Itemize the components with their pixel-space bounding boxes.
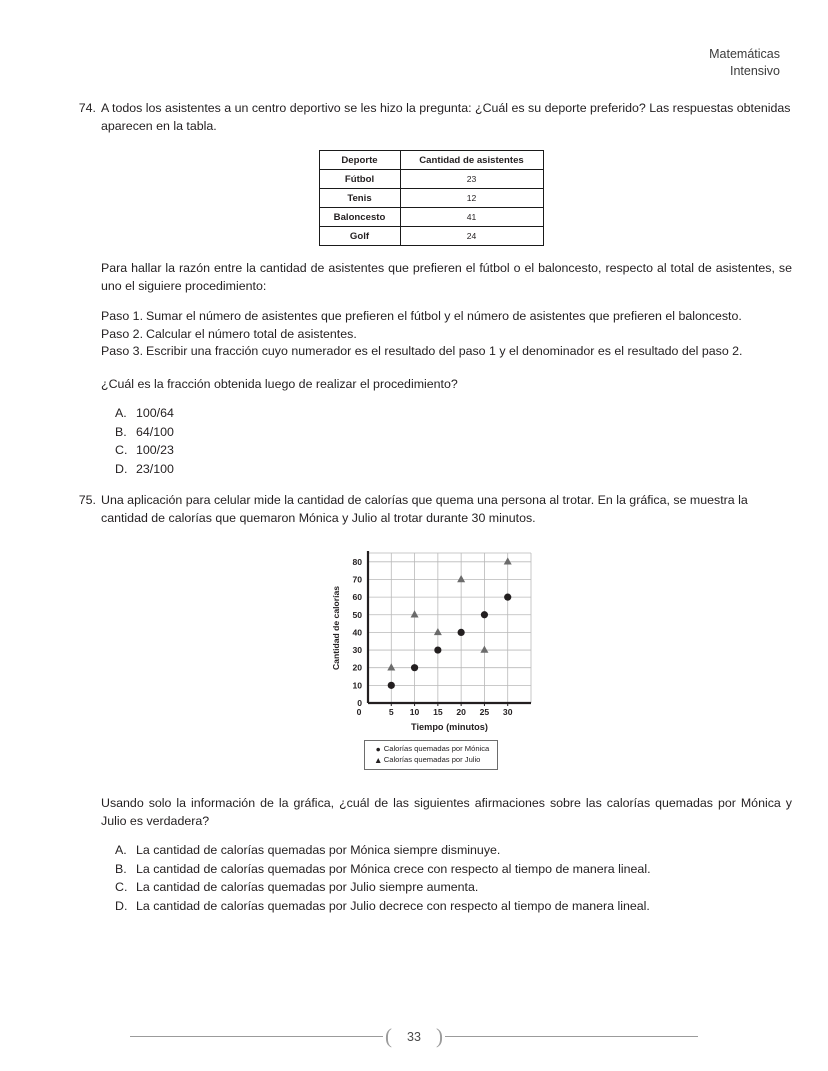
- table-cell-sport: Baloncesto: [319, 208, 400, 227]
- question-74-steps: [101, 308, 792, 361]
- x-axis-tick-label: 30: [502, 707, 513, 717]
- triangle-marker-icon: ▲: [374, 754, 383, 765]
- page-header: [709, 46, 780, 80]
- question-74-options: [115, 404, 792, 478]
- option-c-text: 100/23: [136, 443, 174, 457]
- table-cell-sport: Fútbol: [319, 170, 400, 189]
- legend-label-julio: Calorías quemadas por Julio: [383, 754, 481, 764]
- option-d-letter: D.: [115, 898, 128, 913]
- x-axis-tick-label: 25: [479, 707, 490, 717]
- data-point-triangle: [480, 646, 488, 653]
- y-axis-tick-label: 10: [352, 680, 362, 691]
- data-point-circle: [388, 682, 395, 689]
- option-b[interactable]: [115, 423, 792, 442]
- option-b-text: 64/100: [136, 424, 174, 439]
- step-3-text: Escribir una fracción cuyo numerador es el resultado del paso 1 y el denominador es el resultado del paso 2.: [146, 344, 743, 358]
- y-axis-tick-label: 30: [352, 645, 362, 656]
- option-d-text: 23/100: [136, 461, 174, 476]
- step-2-label: Paso 2.: [101, 326, 144, 341]
- data-point-triangle: [411, 610, 419, 617]
- option-b-text: La cantidad de calorías quemadas por Mónica crece con respecto al tiempo de manera lineal.: [136, 861, 651, 876]
- option-c-letter: C.: [115, 443, 128, 457]
- option-a[interactable]: [115, 841, 792, 860]
- step-2: [101, 326, 792, 344]
- question-75: [70, 492, 792, 915]
- table-cell-count: 23: [400, 170, 543, 189]
- legend-label-monica: Calorías quemadas por Mónica: [383, 744, 490, 753]
- y-axis-tick-label: 40: [352, 627, 362, 638]
- option-b-letter: B.: [115, 424, 127, 439]
- x-axis-tick-label: 20: [456, 707, 466, 717]
- page-number: 33: [407, 1029, 421, 1044]
- table-row: [319, 189, 543, 208]
- footer-bracket-left: (: [385, 1024, 392, 1048]
- option-d-letter: D.: [115, 461, 128, 476]
- question-74-stem: A todos los asistentes a un centro deportivo se les hizo la pregunta: ¿Cuál es su deporte preferido? Las respuestas obtenidas aparecen en la tabla.: [101, 101, 791, 133]
- data-point-triangle: [504, 557, 512, 564]
- question-74-intro: Para hallar la razón entre la cantidad de asistentes que prefieren el fútbol o el baloncesto, respecto al total de asistentes, se uno el siguiere procedimiento:: [101, 261, 792, 293]
- x-axis-tick-label: 10: [409, 707, 420, 717]
- chart-legend: [364, 740, 499, 770]
- option-a-text: 100/64: [136, 406, 174, 420]
- legend-item-julio: [373, 755, 490, 766]
- step-1-text: Sumar el número de asistentes que prefieren el fútbol y el número de asistentes que prefieren el baloncesto.: [146, 309, 742, 323]
- table-cell-count: 24: [400, 227, 543, 246]
- data-point-circle: [411, 664, 418, 671]
- y-axis-tick-label: 50: [352, 609, 362, 620]
- footer-rule-left: [130, 1036, 383, 1037]
- data-point-circle: [434, 646, 441, 653]
- sports-table-container: [70, 150, 792, 246]
- calories-scatter-chart: [326, 543, 536, 733]
- circle-marker-icon: ●: [375, 744, 381, 754]
- option-d-text: La cantidad de calorías quemadas por Julio decrece con respecto al tiempo de manera lineal.: [136, 898, 650, 913]
- data-point-triangle: [457, 575, 465, 582]
- question-75-stem: Una aplicación para celular mide la cantidad de calorías que quema una persona al trotar. En la gráfica, se muestra la cantidad de calorías que quemaron Mónica y Julio al trotar durante 30 minutos.: [101, 493, 748, 525]
- x-axis-tick-label: 5: [388, 707, 394, 717]
- header-subject: Matemáticas: [709, 47, 780, 61]
- table-row: [319, 170, 543, 189]
- data-point-circle: [504, 594, 511, 601]
- chart-svg: [326, 543, 536, 733]
- data-point-triangle: [434, 628, 442, 635]
- option-d[interactable]: [115, 897, 792, 916]
- y-axis-tick-label: 20: [352, 662, 362, 673]
- question-75-options: [115, 841, 792, 915]
- option-c[interactable]: [115, 441, 792, 460]
- option-a-text: La cantidad de calorías quemadas por Mónica siempre disminuye.: [136, 843, 501, 857]
- option-a-letter: A.: [115, 406, 127, 420]
- data-point-triangle: [387, 663, 395, 670]
- question-74: [70, 100, 792, 478]
- legend-item-monica: [373, 744, 490, 755]
- table-cell-sport: Golf: [319, 227, 400, 246]
- x-axis-tick-label: 0: [356, 707, 362, 717]
- table-cell-sport: Tenis: [319, 189, 400, 208]
- question-75-prompt: Usando solo la información de la gráfica, ¿cuál de las siguientes afirmaciones sobre las calorías quemadas por Mónica y Julio es verdadera?: [101, 796, 792, 828]
- option-a-letter: A.: [115, 843, 127, 857]
- question-74-prompt: ¿Cuál es la fracción obtenida luego de realizar el procedimiento?: [101, 376, 458, 391]
- table-row: [319, 208, 543, 227]
- y-axis-tick-label: 70: [352, 574, 362, 585]
- option-c-text: La cantidad de calorías quemadas por Julio siempre aumenta.: [136, 880, 479, 894]
- step-1: [101, 308, 792, 326]
- option-d[interactable]: [115, 460, 792, 479]
- option-b[interactable]: [115, 860, 792, 879]
- option-b-letter: B.: [115, 861, 127, 876]
- step-3-label: Paso 3.: [101, 344, 144, 358]
- option-c[interactable]: [115, 878, 792, 897]
- y-axis-title: Cantidad de calorías: [331, 585, 341, 671]
- table-cell-count: 12: [400, 189, 543, 208]
- x-axis-title: Tiempo (minutos): [411, 722, 488, 732]
- table-header-sport: Deporte: [319, 151, 400, 170]
- table-cell-count: 41: [400, 208, 543, 227]
- y-axis-tick-label: 0: [357, 698, 362, 708]
- footer-bracket-right: ): [436, 1024, 443, 1048]
- y-axis-tick-label: 60: [352, 592, 362, 603]
- data-point-circle: [458, 629, 465, 636]
- table-row: [319, 227, 543, 246]
- option-a[interactable]: [115, 404, 792, 423]
- footer-rule-right: [445, 1036, 698, 1037]
- sports-table: [319, 150, 544, 246]
- step-1-label: Paso 1.: [101, 309, 144, 323]
- table-header-row: [319, 151, 543, 170]
- calories-chart-container: [70, 543, 792, 770]
- y-axis-tick-label: 80: [352, 556, 362, 567]
- header-level: Intensivo: [729, 64, 780, 78]
- page-content: [70, 100, 792, 915]
- page-footer: [0, 1026, 828, 1047]
- step-2-text: Calcular el número total de asistentes.: [146, 326, 357, 341]
- step-3: [101, 343, 792, 361]
- table-header-count: Cantidad de asistentes: [400, 151, 543, 170]
- option-c-letter: C.: [115, 880, 128, 894]
- question-75-number: 75.: [78, 493, 96, 507]
- data-point-circle: [481, 611, 488, 618]
- question-74-number: 74.: [78, 101, 96, 115]
- x-axis-tick-label: 15: [433, 707, 443, 717]
